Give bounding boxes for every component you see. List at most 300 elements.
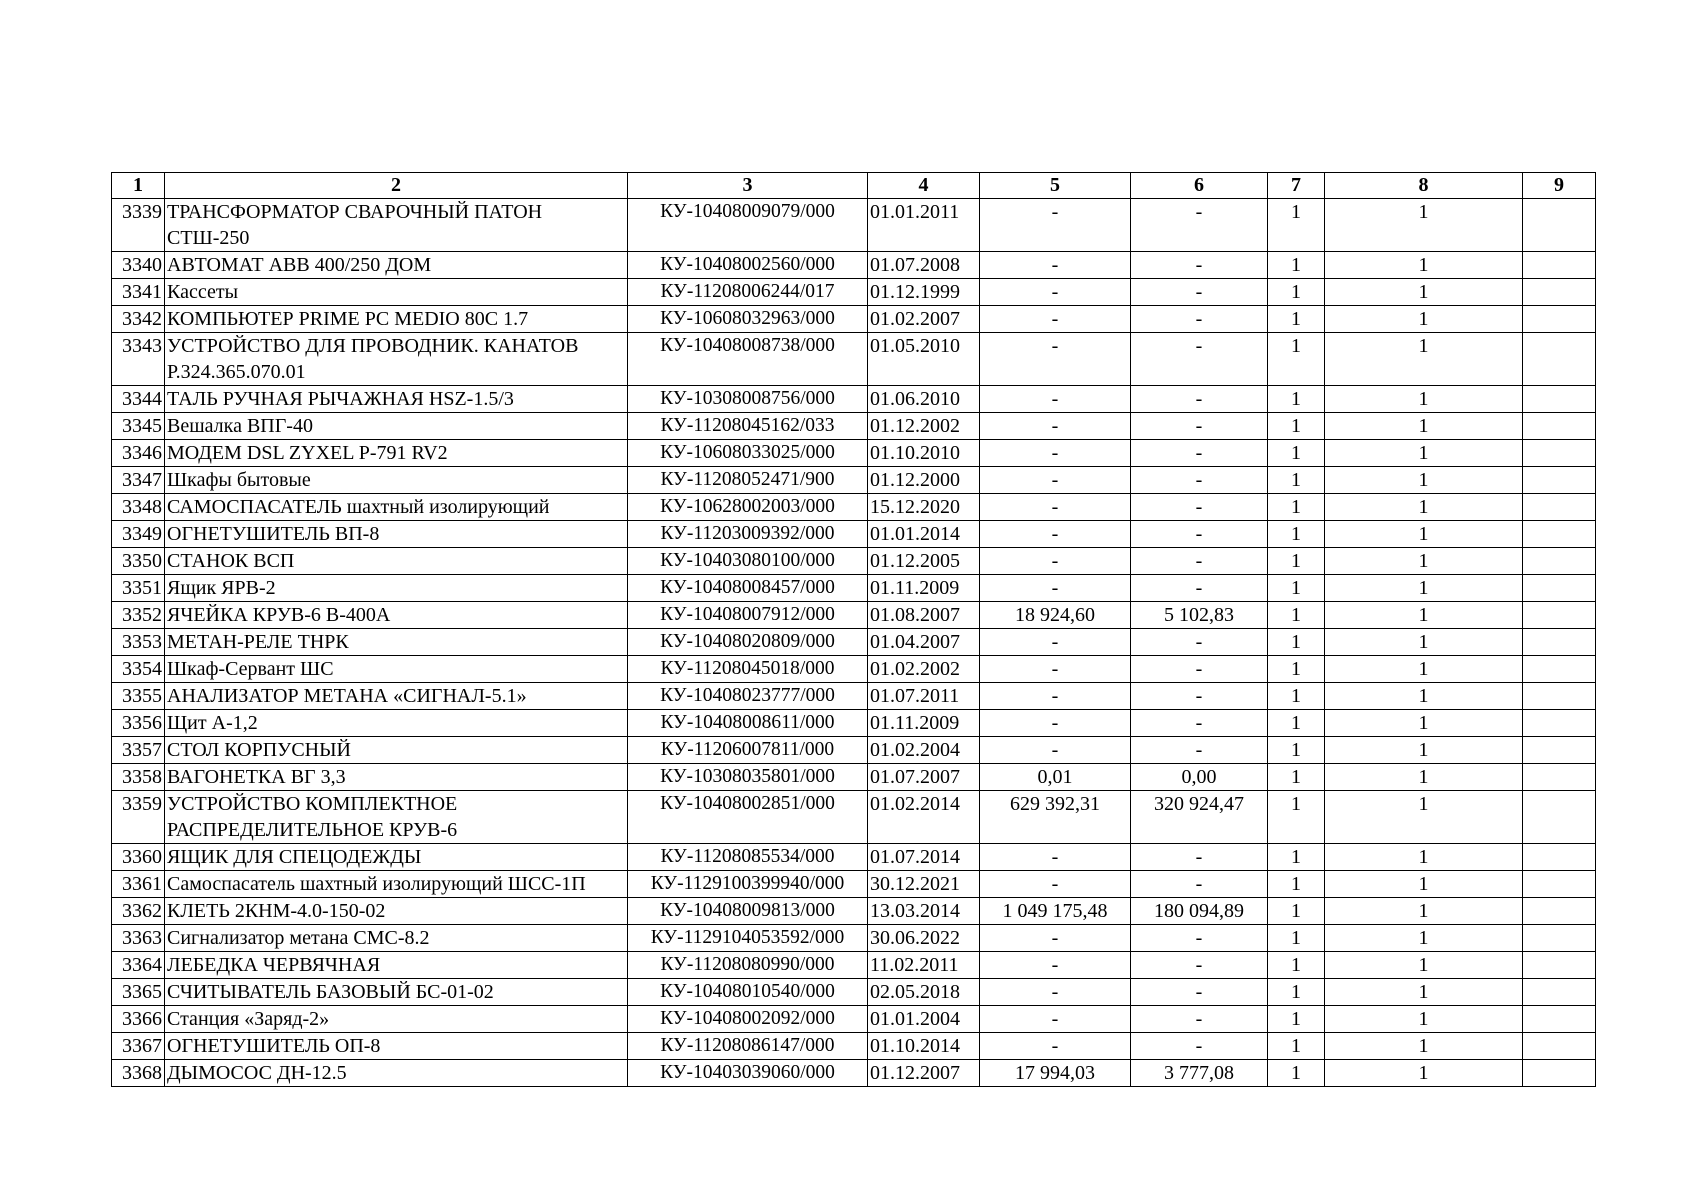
cell-inventory-code: КУ-11208080990/000 xyxy=(628,952,868,979)
cell-col9 xyxy=(1523,952,1596,979)
col-header-1: 1 xyxy=(112,173,165,199)
col-header-9: 9 xyxy=(1523,173,1596,199)
cell-col9 xyxy=(1523,844,1596,871)
cell-col7: 1 xyxy=(1268,333,1325,386)
cell-item-name: ЯЧЕЙКА КРУВ-6 В-400А xyxy=(165,602,628,629)
cell-col8: 1 xyxy=(1325,898,1523,925)
cell-date: 01.12.2002 xyxy=(868,413,980,440)
cell-col9 xyxy=(1523,413,1596,440)
cell-col7: 1 xyxy=(1268,764,1325,791)
cell-col7: 1 xyxy=(1268,683,1325,710)
cell-col9 xyxy=(1523,979,1596,1006)
cell-item-name: ДЫМОСОС ДН-12.5 xyxy=(165,1060,628,1087)
cell-col6: - xyxy=(1131,952,1268,979)
cell-col8: 1 xyxy=(1325,1006,1523,1033)
table-row xyxy=(112,979,1596,1006)
cell-row-number: 3354 xyxy=(112,656,165,683)
cell-col5: - xyxy=(980,548,1131,575)
cell-col7: 1 xyxy=(1268,791,1325,844)
cell-row-number: 3353 xyxy=(112,629,165,656)
cell-col8: 1 xyxy=(1325,279,1523,306)
cell-col7: 1 xyxy=(1268,521,1325,548)
cell-col5: 0,01 xyxy=(980,764,1131,791)
cell-inventory-code: КУ-10608032963/000 xyxy=(628,306,868,333)
cell-col8: 1 xyxy=(1325,494,1523,521)
cell-col8: 1 xyxy=(1325,413,1523,440)
cell-inventory-code: КУ-10403039060/000 xyxy=(628,1060,868,1087)
cell-col5: - xyxy=(980,979,1131,1006)
cell-col8: 1 xyxy=(1325,199,1523,252)
cell-col7: 1 xyxy=(1268,871,1325,898)
cell-col7: 1 xyxy=(1268,656,1325,683)
cell-col9 xyxy=(1523,575,1596,602)
cell-inventory-code: КУ-10608033025/000 xyxy=(628,440,868,467)
cell-col7: 1 xyxy=(1268,629,1325,656)
cell-col8: 1 xyxy=(1325,952,1523,979)
cell-col9 xyxy=(1523,521,1596,548)
cell-col8: 1 xyxy=(1325,656,1523,683)
cell-col8: 1 xyxy=(1325,333,1523,386)
cell-date: 30.06.2022 xyxy=(868,925,980,952)
table-row xyxy=(112,413,1596,440)
cell-col8: 1 xyxy=(1325,306,1523,333)
cell-col6: - xyxy=(1131,844,1268,871)
cell-col6: 3 777,08 xyxy=(1131,1060,1268,1087)
cell-col5: - xyxy=(980,737,1131,764)
cell-col5: - xyxy=(980,440,1131,467)
col-header-8: 8 xyxy=(1325,173,1523,199)
cell-col6: - xyxy=(1131,440,1268,467)
cell-date: 30.12.2021 xyxy=(868,871,980,898)
cell-row-number: 3345 xyxy=(112,413,165,440)
cell-item-name: КОМПЬЮТЕР PRIME PC MEDIO 80C 1.7 xyxy=(165,306,628,333)
cell-inventory-code: КУ-10408009079/000 xyxy=(628,199,868,252)
cell-col7: 1 xyxy=(1268,548,1325,575)
cell-col6: - xyxy=(1131,710,1268,737)
cell-col8: 1 xyxy=(1325,467,1523,494)
cell-row-number: 3351 xyxy=(112,575,165,602)
cell-item-name: МОДЕМ DSL ZYXEL P-791 RV2 xyxy=(165,440,628,467)
table-row xyxy=(112,764,1596,791)
cell-date: 02.05.2018 xyxy=(868,979,980,1006)
cell-inventory-code: КУ-10408008457/000 xyxy=(628,575,868,602)
cell-date: 01.12.2005 xyxy=(868,548,980,575)
table-row xyxy=(112,1033,1596,1060)
cell-item-name: УСТРОЙСТВО ДЛЯ ПРОВОДНИК. КАНАТОВ Р.324.365.070.01 xyxy=(165,333,628,386)
cell-col5: - xyxy=(980,333,1131,386)
cell-col6: - xyxy=(1131,575,1268,602)
table-row xyxy=(112,279,1596,306)
cell-col5: - xyxy=(980,656,1131,683)
cell-col5: 629 392,31 xyxy=(980,791,1131,844)
cell-col5: - xyxy=(980,710,1131,737)
cell-col8: 1 xyxy=(1325,979,1523,1006)
table-row xyxy=(112,386,1596,413)
table-row xyxy=(112,548,1596,575)
table-row xyxy=(112,629,1596,656)
cell-col7: 1 xyxy=(1268,898,1325,925)
cell-col9 xyxy=(1523,548,1596,575)
cell-col9 xyxy=(1523,683,1596,710)
cell-col5: - xyxy=(980,925,1131,952)
cell-col6: - xyxy=(1131,467,1268,494)
cell-col5: - xyxy=(980,952,1131,979)
cell-col6: 180 094,89 xyxy=(1131,898,1268,925)
cell-col5: 18 924,60 xyxy=(980,602,1131,629)
table-row xyxy=(112,199,1596,252)
cell-col5: - xyxy=(980,252,1131,279)
cell-col7: 1 xyxy=(1268,844,1325,871)
cell-col6: - xyxy=(1131,521,1268,548)
cell-inventory-code: КУ-10408007912/000 xyxy=(628,602,868,629)
cell-row-number: 3357 xyxy=(112,737,165,764)
cell-date: 01.01.2014 xyxy=(868,521,980,548)
cell-col5: - xyxy=(980,413,1131,440)
cell-col9 xyxy=(1523,386,1596,413)
col-header-5: 5 xyxy=(980,173,1131,199)
cell-col8: 1 xyxy=(1325,1060,1523,1087)
cell-row-number: 3344 xyxy=(112,386,165,413)
cell-col9 xyxy=(1523,737,1596,764)
cell-item-name: АВТОМАТ АВВ 400/250 ДОМ xyxy=(165,252,628,279)
cell-row-number: 3346 xyxy=(112,440,165,467)
cell-row-number: 3350 xyxy=(112,548,165,575)
cell-inventory-code: КУ-11208045162/033 xyxy=(628,413,868,440)
cell-date: 01.12.1999 xyxy=(868,279,980,306)
cell-item-name: СТОЛ КОРПУСНЫЙ xyxy=(165,737,628,764)
cell-row-number: 3364 xyxy=(112,952,165,979)
cell-item-name: ЛЕБЕДКА ЧЕРВЯЧНАЯ xyxy=(165,952,628,979)
cell-col9 xyxy=(1523,871,1596,898)
cell-col6: - xyxy=(1131,494,1268,521)
cell-col7: 1 xyxy=(1268,737,1325,764)
cell-col8: 1 xyxy=(1325,548,1523,575)
table-header-row xyxy=(112,173,1596,199)
cell-item-name: Кассеты xyxy=(165,279,628,306)
table-row xyxy=(112,602,1596,629)
cell-col6: - xyxy=(1131,979,1268,1006)
cell-col5: - xyxy=(980,1006,1131,1033)
cell-date: 13.03.2014 xyxy=(868,898,980,925)
cell-col5: - xyxy=(980,494,1131,521)
table-row xyxy=(112,440,1596,467)
cell-col5: - xyxy=(980,683,1131,710)
cell-col8: 1 xyxy=(1325,683,1523,710)
cell-item-name: САМОСПАСАТЕЛЬ шахтный изолирующий xyxy=(165,494,628,521)
cell-col6: - xyxy=(1131,683,1268,710)
cell-col6: - xyxy=(1131,656,1268,683)
table-row xyxy=(112,575,1596,602)
cell-col7: 1 xyxy=(1268,386,1325,413)
cell-col8: 1 xyxy=(1325,844,1523,871)
cell-col6: - xyxy=(1131,306,1268,333)
cell-col8: 1 xyxy=(1325,602,1523,629)
cell-col5: 17 994,03 xyxy=(980,1060,1131,1087)
cell-item-name: ОГНЕТУШИТЕЛЬ ВП-8 xyxy=(165,521,628,548)
cell-col6: - xyxy=(1131,629,1268,656)
cell-item-name: Самоспасатель шахтный изолирующий ШСС-1П xyxy=(165,871,628,898)
cell-item-name: ВАГОНЕТКА ВГ 3,3 xyxy=(165,764,628,791)
cell-date: 01.02.2002 xyxy=(868,656,980,683)
cell-item-name: ЯЩИК ДЛЯ СПЕЦОДЕЖДЫ xyxy=(165,844,628,871)
cell-row-number: 3362 xyxy=(112,898,165,925)
cell-col6: 320 924,47 xyxy=(1131,791,1268,844)
cell-col8: 1 xyxy=(1325,629,1523,656)
cell-col9 xyxy=(1523,440,1596,467)
cell-col9 xyxy=(1523,333,1596,386)
cell-col9 xyxy=(1523,494,1596,521)
cell-item-name: Сигнализатор метана СМС-8.2 xyxy=(165,925,628,952)
cell-col7: 1 xyxy=(1268,252,1325,279)
cell-col6: - xyxy=(1131,871,1268,898)
cell-col9 xyxy=(1523,656,1596,683)
cell-col9 xyxy=(1523,898,1596,925)
cell-item-name: ТРАНСФОРМАТОР СВАРОЧНЫЙ ПАТОН СТШ-250 xyxy=(165,199,628,252)
cell-col6: - xyxy=(1131,386,1268,413)
cell-col8: 1 xyxy=(1325,791,1523,844)
cell-row-number: 3343 xyxy=(112,333,165,386)
cell-row-number: 3355 xyxy=(112,683,165,710)
cell-col8: 1 xyxy=(1325,764,1523,791)
cell-col6: 5 102,83 xyxy=(1131,602,1268,629)
table-row xyxy=(112,898,1596,925)
cell-col9 xyxy=(1523,629,1596,656)
cell-col8: 1 xyxy=(1325,737,1523,764)
cell-row-number: 3349 xyxy=(112,521,165,548)
cell-col7: 1 xyxy=(1268,1006,1325,1033)
cell-col7: 1 xyxy=(1268,602,1325,629)
cell-row-number: 3366 xyxy=(112,1006,165,1033)
cell-col7: 1 xyxy=(1268,575,1325,602)
cell-date: 01.05.2010 xyxy=(868,333,980,386)
cell-col5: - xyxy=(980,386,1131,413)
cell-col5: - xyxy=(980,279,1131,306)
cell-row-number: 3356 xyxy=(112,710,165,737)
cell-row-number: 3352 xyxy=(112,602,165,629)
cell-inventory-code: КУ-10628002003/000 xyxy=(628,494,868,521)
table-body xyxy=(112,199,1596,1087)
cell-row-number: 3363 xyxy=(112,925,165,952)
table-row xyxy=(112,494,1596,521)
cell-date: 01.07.2014 xyxy=(868,844,980,871)
cell-item-name: СТАНОК ВСП xyxy=(165,548,628,575)
cell-col6: - xyxy=(1131,333,1268,386)
cell-row-number: 3361 xyxy=(112,871,165,898)
table-row xyxy=(112,656,1596,683)
cell-col8: 1 xyxy=(1325,521,1523,548)
cell-col7: 1 xyxy=(1268,199,1325,252)
cell-row-number: 3347 xyxy=(112,467,165,494)
cell-col9 xyxy=(1523,199,1596,252)
cell-inventory-code: КУ-10308008756/000 xyxy=(628,386,868,413)
cell-row-number: 3359 xyxy=(112,791,165,844)
cell-col6: 0,00 xyxy=(1131,764,1268,791)
cell-item-name: АНАЛИЗАТОР МЕТАНА «СИГНАЛ-5.1» xyxy=(165,683,628,710)
cell-col9 xyxy=(1523,306,1596,333)
table-row xyxy=(112,925,1596,952)
cell-col6: - xyxy=(1131,548,1268,575)
cell-inventory-code: КУ-10408008611/000 xyxy=(628,710,868,737)
table-row xyxy=(112,252,1596,279)
cell-col9 xyxy=(1523,1060,1596,1087)
cell-inventory-code: КУ-1129100399940/000 xyxy=(628,871,868,898)
cell-item-name: ТАЛЬ РУЧНАЯ РЫЧАЖНАЯ HSZ-1.5/3 xyxy=(165,386,628,413)
cell-inventory-code: КУ-1129104053592/000 xyxy=(628,925,868,952)
cell-col5: 1 049 175,48 xyxy=(980,898,1131,925)
inventory-table xyxy=(111,172,1596,1087)
cell-inventory-code: КУ-11208052471/900 xyxy=(628,467,868,494)
table-row xyxy=(112,333,1596,386)
cell-row-number: 3365 xyxy=(112,979,165,1006)
cell-row-number: 3348 xyxy=(112,494,165,521)
cell-item-name: МЕТАН-РЕЛЕ ТНРК xyxy=(165,629,628,656)
cell-col6: - xyxy=(1131,1033,1268,1060)
cell-col9 xyxy=(1523,279,1596,306)
cell-col9 xyxy=(1523,925,1596,952)
cell-item-name: Щит А-1,2 xyxy=(165,710,628,737)
cell-date: 01.12.2000 xyxy=(868,467,980,494)
cell-col9 xyxy=(1523,602,1596,629)
cell-inventory-code: КУ-11203009392/000 xyxy=(628,521,868,548)
cell-col7: 1 xyxy=(1268,925,1325,952)
table-row xyxy=(112,952,1596,979)
cell-inventory-code: КУ-10408002092/000 xyxy=(628,1006,868,1033)
cell-row-number: 3340 xyxy=(112,252,165,279)
cell-row-number: 3368 xyxy=(112,1060,165,1087)
cell-inventory-code: КУ-10408009813/000 xyxy=(628,898,868,925)
cell-col5: - xyxy=(980,575,1131,602)
cell-date: 01.12.2007 xyxy=(868,1060,980,1087)
cell-col7: 1 xyxy=(1268,467,1325,494)
cell-col9 xyxy=(1523,791,1596,844)
cell-date: 01.10.2014 xyxy=(868,1033,980,1060)
cell-inventory-code: КУ-11208086147/000 xyxy=(628,1033,868,1060)
table-row xyxy=(112,737,1596,764)
cell-col7: 1 xyxy=(1268,952,1325,979)
cell-date: 01.02.2014 xyxy=(868,791,980,844)
cell-inventory-code: КУ-10408020809/000 xyxy=(628,629,868,656)
col-header-6: 6 xyxy=(1131,173,1268,199)
cell-date: 01.02.2007 xyxy=(868,306,980,333)
cell-col7: 1 xyxy=(1268,979,1325,1006)
cell-col7: 1 xyxy=(1268,440,1325,467)
cell-col5: - xyxy=(980,467,1131,494)
cell-col7: 1 xyxy=(1268,279,1325,306)
cell-date: 01.01.2011 xyxy=(868,199,980,252)
cell-date: 01.04.2007 xyxy=(868,629,980,656)
cell-inventory-code: КУ-10408023777/000 xyxy=(628,683,868,710)
table-row xyxy=(112,871,1596,898)
cell-date: 01.10.2010 xyxy=(868,440,980,467)
cell-col5: - xyxy=(980,844,1131,871)
cell-col5: - xyxy=(980,629,1131,656)
cell-col8: 1 xyxy=(1325,386,1523,413)
cell-date: 01.07.2011 xyxy=(868,683,980,710)
cell-date: 01.08.2007 xyxy=(868,602,980,629)
cell-inventory-code: КУ-10408002851/000 xyxy=(628,791,868,844)
table-row xyxy=(112,710,1596,737)
cell-date: 01.06.2010 xyxy=(868,386,980,413)
cell-row-number: 3360 xyxy=(112,844,165,871)
cell-date: 11.02.2011 xyxy=(868,952,980,979)
cell-inventory-code: КУ-11208045018/000 xyxy=(628,656,868,683)
cell-date: 01.01.2004 xyxy=(868,1006,980,1033)
cell-date: 01.07.2008 xyxy=(868,252,980,279)
cell-col9 xyxy=(1523,764,1596,791)
col-header-2: 2 xyxy=(165,173,628,199)
cell-inventory-code: КУ-11206007811/000 xyxy=(628,737,868,764)
table-row xyxy=(112,683,1596,710)
cell-col6: - xyxy=(1131,737,1268,764)
table-row xyxy=(112,791,1596,844)
col-header-4: 4 xyxy=(868,173,980,199)
col-header-7: 7 xyxy=(1268,173,1325,199)
cell-col9 xyxy=(1523,1006,1596,1033)
cell-col8: 1 xyxy=(1325,440,1523,467)
cell-col8: 1 xyxy=(1325,925,1523,952)
cell-inventory-code: КУ-10308035801/000 xyxy=(628,764,868,791)
cell-col5: - xyxy=(980,521,1131,548)
cell-col6: - xyxy=(1131,199,1268,252)
col-header-3: 3 xyxy=(628,173,868,199)
cell-col6: - xyxy=(1131,413,1268,440)
cell-item-name: Ящик ЯРВ-2 xyxy=(165,575,628,602)
table-row xyxy=(112,306,1596,333)
cell-date: 15.12.2020 xyxy=(868,494,980,521)
cell-col9 xyxy=(1523,710,1596,737)
cell-col7: 1 xyxy=(1268,413,1325,440)
cell-item-name: СЧИТЫВАТЕЛЬ БАЗОВЫЙ БС-01-02 xyxy=(165,979,628,1006)
cell-item-name: КЛЕТЬ 2КНМ-4.0-150-02 xyxy=(165,898,628,925)
cell-col7: 1 xyxy=(1268,494,1325,521)
cell-col7: 1 xyxy=(1268,306,1325,333)
cell-inventory-code: КУ-10408008738/000 xyxy=(628,333,868,386)
cell-col9 xyxy=(1523,467,1596,494)
cell-col7: 1 xyxy=(1268,1060,1325,1087)
cell-col6: - xyxy=(1131,925,1268,952)
cell-col9 xyxy=(1523,252,1596,279)
cell-col6: - xyxy=(1131,252,1268,279)
cell-item-name: Шкафы бытовые xyxy=(165,467,628,494)
cell-col5: - xyxy=(980,306,1131,333)
cell-item-name: УСТРОЙСТВО КОМПЛЕКТНОЕ РАСПРЕДЕЛИТЕЛЬНОЕ КРУВ-6 xyxy=(165,791,628,844)
cell-row-number: 3342 xyxy=(112,306,165,333)
cell-date: 01.11.2009 xyxy=(868,575,980,602)
cell-col6: - xyxy=(1131,279,1268,306)
cell-col8: 1 xyxy=(1325,575,1523,602)
table-row xyxy=(112,467,1596,494)
table-row xyxy=(112,1006,1596,1033)
table-row xyxy=(112,844,1596,871)
cell-inventory-code: КУ-10408010540/000 xyxy=(628,979,868,1006)
cell-col7: 1 xyxy=(1268,710,1325,737)
cell-date: 01.07.2007 xyxy=(868,764,980,791)
cell-col5: - xyxy=(980,199,1131,252)
cell-col5: - xyxy=(980,1033,1131,1060)
cell-item-name: Вешалка ВПГ-40 xyxy=(165,413,628,440)
cell-item-name: Шкаф-Сервант ШС xyxy=(165,656,628,683)
table-row xyxy=(112,521,1596,548)
cell-inventory-code: КУ-11208085534/000 xyxy=(628,844,868,871)
cell-date: 01.11.2009 xyxy=(868,710,980,737)
cell-row-number: 3339 xyxy=(112,199,165,252)
cell-inventory-code: КУ-11208006244/017 xyxy=(628,279,868,306)
cell-inventory-code: КУ-10408002560/000 xyxy=(628,252,868,279)
cell-col6: - xyxy=(1131,1006,1268,1033)
cell-date: 01.02.2004 xyxy=(868,737,980,764)
cell-col8: 1 xyxy=(1325,710,1523,737)
cell-row-number: 3358 xyxy=(112,764,165,791)
